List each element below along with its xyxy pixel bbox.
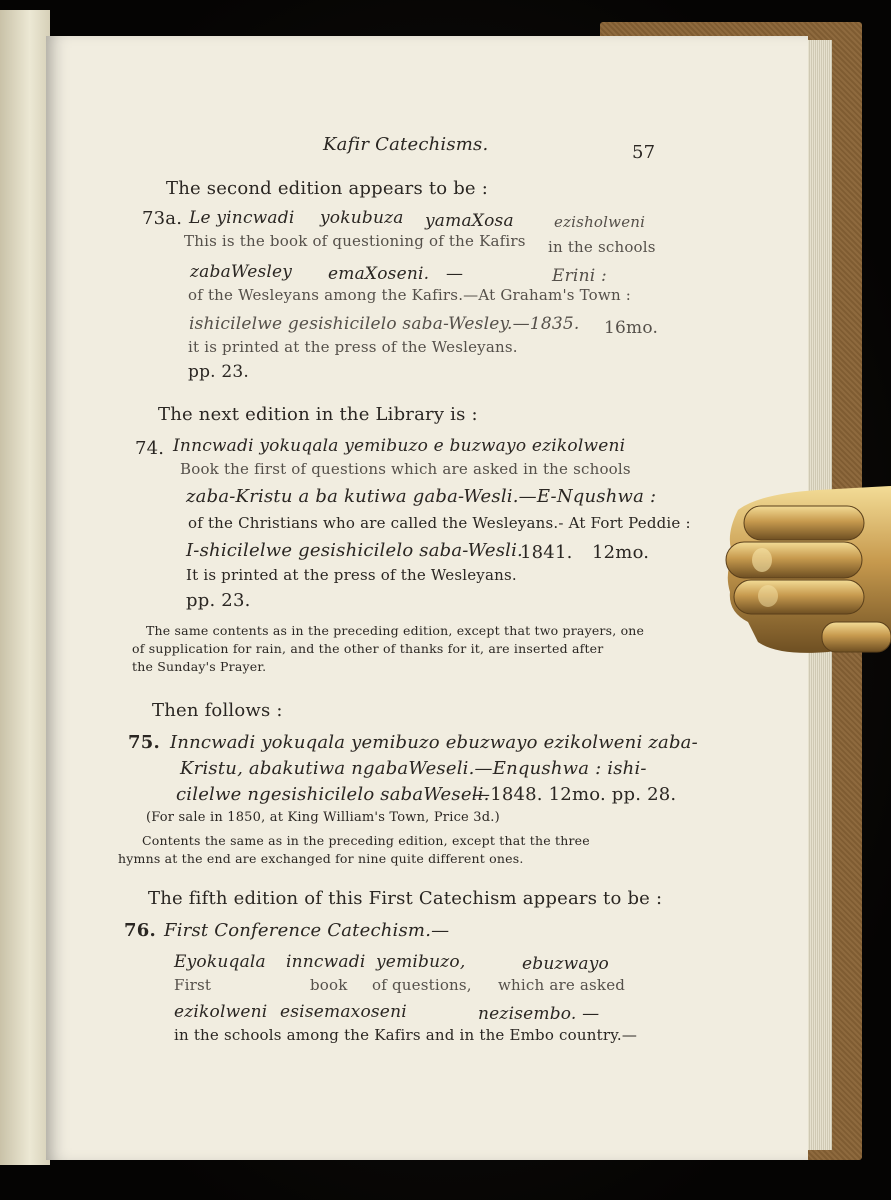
translation-word: First <box>174 976 212 994</box>
translation-line: in the schools among the Kafirs and in the Embo country.— <box>174 1026 638 1044</box>
brass-hand-bookmark <box>718 482 891 660</box>
entry-number: 76. <box>124 920 156 941</box>
xhosa-line: yokubuza <box>320 208 404 228</box>
xhosa-line: Inncwadi yokuqala yemibuzo ebuzwayo ezikolweni zaba- <box>170 732 698 753</box>
xhosa-line: First Conference Catechism.— <box>164 920 450 941</box>
pages: pp. 23. <box>188 362 250 382</box>
xhosa-line: zaba-Kristu a ba kutiwa gaba-Wesli.—E-Nqushwa : <box>186 486 657 507</box>
imprint: —1848. 12mo. pp. 28. <box>472 784 677 805</box>
xhosa-word: esisemaxoseni <box>280 1002 407 1022</box>
xhosa-line: cilelwe ngesishicilelo sabaWeseli. <box>176 784 490 805</box>
year: 1841. <box>520 542 573 563</box>
xhosa-word: yemibuzo, <box>376 952 466 972</box>
xhosa-line: emaXoseni. <box>328 264 430 284</box>
pages: pp. 23. <box>186 590 251 611</box>
xhosa-word: Eyokuqala <box>174 952 266 972</box>
xhosa-word: ezikolweni <box>174 1002 268 1022</box>
note-line: The same contents as in the preceding edition, except that two prayers, one <box>146 623 645 638</box>
xhosa-line: I-shicilelwe gesishicilelo saba-Wesli. <box>186 540 523 561</box>
xhosa-word: inncwadi <box>286 952 366 972</box>
format: 16mo. <box>604 318 659 338</box>
translation-line: Book the first of questions which are asked in the schools <box>180 460 631 478</box>
xhosa-line: Le yincwadi <box>189 208 295 228</box>
note-line: hymns at the end are exchanged for nine quite different ones. <box>118 851 524 866</box>
dash: — <box>446 264 464 284</box>
note-line: Contents the same as in the preceding edition, except that the three <box>142 833 590 848</box>
section-intro: The second edition appears to be : <box>166 178 488 199</box>
sale-note: (For sale in 1850, at King William's Town, Price 3d.) <box>146 810 500 825</box>
translation-line: of the Wesleyans among the Kafirs.—At Graham's Town : <box>188 286 632 304</box>
xhosa-line: Kristu, abakutiwa ngabaWeseli.—Enqushwa : ishi- <box>180 758 647 779</box>
section-intro: Then follows : <box>152 700 283 721</box>
note-line: the Sunday's Prayer. <box>132 659 267 674</box>
section-intro: The fifth edition of this First Catechism appears to be : <box>148 888 663 909</box>
format: 12mo. <box>592 542 650 563</box>
xhosa-line: ezisholweni <box>554 213 646 231</box>
entry-number: 75. <box>128 732 160 753</box>
entry-number: 73a. <box>142 208 183 229</box>
xhosa-line: Erini : <box>552 266 607 286</box>
translation-line: in the schools <box>548 238 656 256</box>
page-number: 57 <box>632 142 656 163</box>
translation-word: book <box>310 976 348 994</box>
translation-word: which are asked <box>498 976 626 994</box>
entry-number: 74. <box>135 438 165 459</box>
translation-word: of questions, <box>372 976 472 994</box>
xhosa-line: zabaWesley <box>190 262 293 282</box>
book-page <box>46 36 808 1160</box>
xhosa-line: Inncwadi yokuqala yemibuzo e buzwayo ezikolweni <box>173 436 626 456</box>
translation-line: of the Christians who are called the Wesleyans.- At Fort Peddie : <box>188 514 691 532</box>
translation-line: It is printed at the press of the Wesleyans. <box>186 566 517 584</box>
section-intro: The next edition in the Library is : <box>158 404 478 425</box>
xhosa-word: ebuzwayo <box>522 954 609 974</box>
note-line: of supplication for rain, and the other of thanks for it, are inserted after <box>132 641 604 656</box>
facing-page-edge <box>0 10 50 1165</box>
translation-line: it is printed at the press of the Wesleyans. <box>188 338 518 356</box>
running-head: Kafir Catechisms. <box>323 134 489 155</box>
xhosa-line: yamaXosa <box>425 211 514 231</box>
xhosa-word: nezisembo. — <box>478 1004 600 1024</box>
xhosa-line: ishicilelwe gesishicilelo saba-Wesley.—1835. <box>189 314 580 334</box>
translation-line: This is the book of questioning of the Kafirs <box>184 232 526 250</box>
